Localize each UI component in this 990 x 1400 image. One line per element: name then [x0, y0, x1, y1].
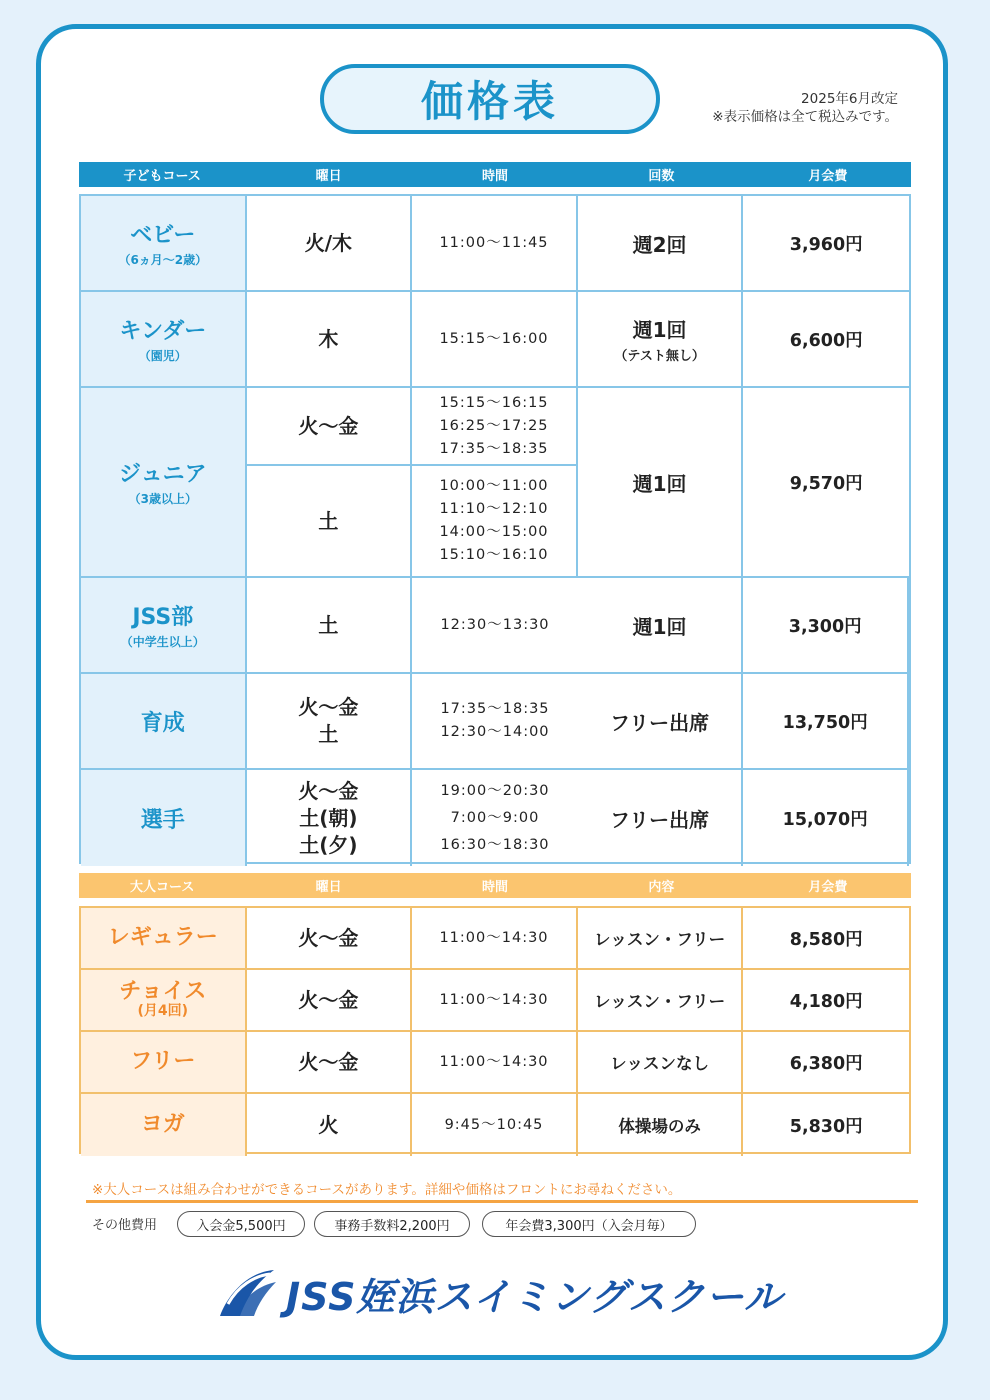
course-name-senshu: 選手: [81, 770, 247, 866]
header-frequency: 回数: [648, 169, 675, 184]
fee-pill-admin: 事務手数料2,200円: [314, 1211, 470, 1237]
header-course: 大人コース: [130, 880, 195, 895]
header-time: 時間: [482, 169, 509, 184]
fee-free: 6,380円: [743, 1032, 909, 1094]
fee-baby: 3,960円: [743, 196, 909, 292]
content-choice: レッスン・フリー: [578, 970, 744, 1032]
freq-kinder: 週1回 （テスト無し）: [578, 292, 744, 388]
revision-note: [712, 90, 898, 126]
day-junior-saturday: 土: [247, 466, 413, 578]
wave-logo-icon: [214, 1264, 280, 1322]
fee-yoga: 5,830円: [789, 1116, 863, 1137]
kids-table-header: [79, 162, 911, 187]
freq-junior: 週1回: [578, 388, 744, 578]
time-jss: 12:30〜13:30: [412, 578, 578, 674]
fee-junior: 9,570円: [743, 388, 909, 578]
adult-course-note: ※大人コースは組み合わせができるコースがあります。詳細や価格はフロントにお尋ねください。: [92, 1182, 682, 1198]
header-day: 曜日: [315, 880, 342, 895]
fee-senshu: 15,070円: [743, 770, 909, 866]
day-regular: 火〜金: [247, 908, 413, 970]
adult-price-table: [79, 906, 911, 1154]
header-course: 子どもコース: [123, 169, 201, 184]
header-fee: 月会費: [808, 880, 848, 895]
content-regular: レッスン・フリー: [578, 908, 744, 970]
day-ikusei: 火〜金 土: [247, 674, 413, 770]
time-baby: 11:00〜11:45: [412, 196, 578, 292]
fee-choice: 4,180円: [743, 970, 909, 1032]
day-baby: 火/木: [247, 196, 413, 292]
time-choice: 11:00〜14:30: [412, 970, 578, 1032]
adult-table-header: [79, 873, 911, 898]
course-name-regular: レギュラー: [81, 908, 247, 970]
school-logo: [214, 1262, 822, 1324]
freq-jss: 週1回: [578, 578, 744, 674]
header-day: 曜日: [315, 169, 342, 184]
fee-regular: 8,580円: [743, 908, 909, 970]
course-name-ikusei: 育成: [81, 674, 247, 770]
fee-jss: 3,300円: [743, 578, 909, 674]
day-senshu: 火〜金 土(朝) 土(夕): [247, 770, 413, 866]
time-free: 11:00〜14:30: [412, 1032, 578, 1094]
course-name-kinder: キンダー （園児）: [81, 292, 247, 388]
header-time: 時間: [482, 880, 509, 895]
fee-pill-enrollment: 入会金5,500円: [177, 1211, 305, 1237]
fee-ikusei: 13,750円: [743, 674, 909, 770]
time-yoga: 9:45〜10:45: [412, 1094, 578, 1156]
fee-pill-annual: 年会費3,300円（入会月毎）: [482, 1211, 696, 1237]
day-free: 火〜金: [247, 1032, 413, 1094]
course-name-yoga: ヨガ: [81, 1094, 247, 1156]
course-name-free: フリー: [81, 1032, 247, 1094]
tax-note: ※表示価格は全て税込みです。: [712, 109, 898, 125]
logo-text: JSS姪浜スイミングスクール: [286, 1274, 783, 1319]
course-name-jss: JSS部 （中学生以上）: [81, 578, 247, 674]
content-yoga: 体操場のみ: [578, 1094, 744, 1156]
other-fees-label: その他費用: [92, 1218, 158, 1233]
time-kinder: 15:15〜16:00: [412, 292, 578, 388]
divider: [86, 1200, 918, 1203]
fee-kinder: 6,600円: [743, 292, 909, 388]
time-junior-weekday: 15:15〜16:15 16:25〜17:25 17:35〜18:35: [412, 388, 578, 466]
day-kinder: 木: [247, 292, 413, 388]
course-name-choice: チョイス (月4回): [81, 970, 247, 1032]
day-yoga: 火: [247, 1094, 413, 1156]
kids-price-table: [79, 194, 911, 864]
content-free: レッスンなし: [578, 1032, 744, 1094]
revision-date: 2025年6月改定: [801, 91, 898, 107]
day-jss: 土: [247, 578, 413, 674]
course-name-baby: ベビー （6ヵ月〜2歳）: [81, 196, 247, 292]
course-name-junior: ジュニア （3歳以上）: [81, 388, 247, 578]
header-content: 内容: [648, 880, 675, 895]
time-junior-saturday: 10:00〜11:00 11:10〜12:10 14:00〜15:00 15:10〜16:10: [412, 466, 578, 578]
header-fee: 月会費: [808, 169, 848, 184]
time-regular: 11:00〜14:30: [412, 908, 578, 970]
time-senshu: 19:00〜20:30 7:00〜9:00 16:30〜18:30: [440, 782, 550, 853]
freq-baby: 週2回: [578, 196, 744, 292]
freq-ikusei: フリー出席: [578, 674, 744, 770]
time-ikusei: 17:35〜18:35 12:30〜14:00: [412, 674, 578, 770]
page-title: 価格表: [320, 64, 660, 134]
day-junior-weekday: 火〜金: [247, 388, 413, 466]
day-choice: 火〜金: [247, 970, 413, 1032]
freq-senshu: フリー出席: [578, 770, 744, 866]
